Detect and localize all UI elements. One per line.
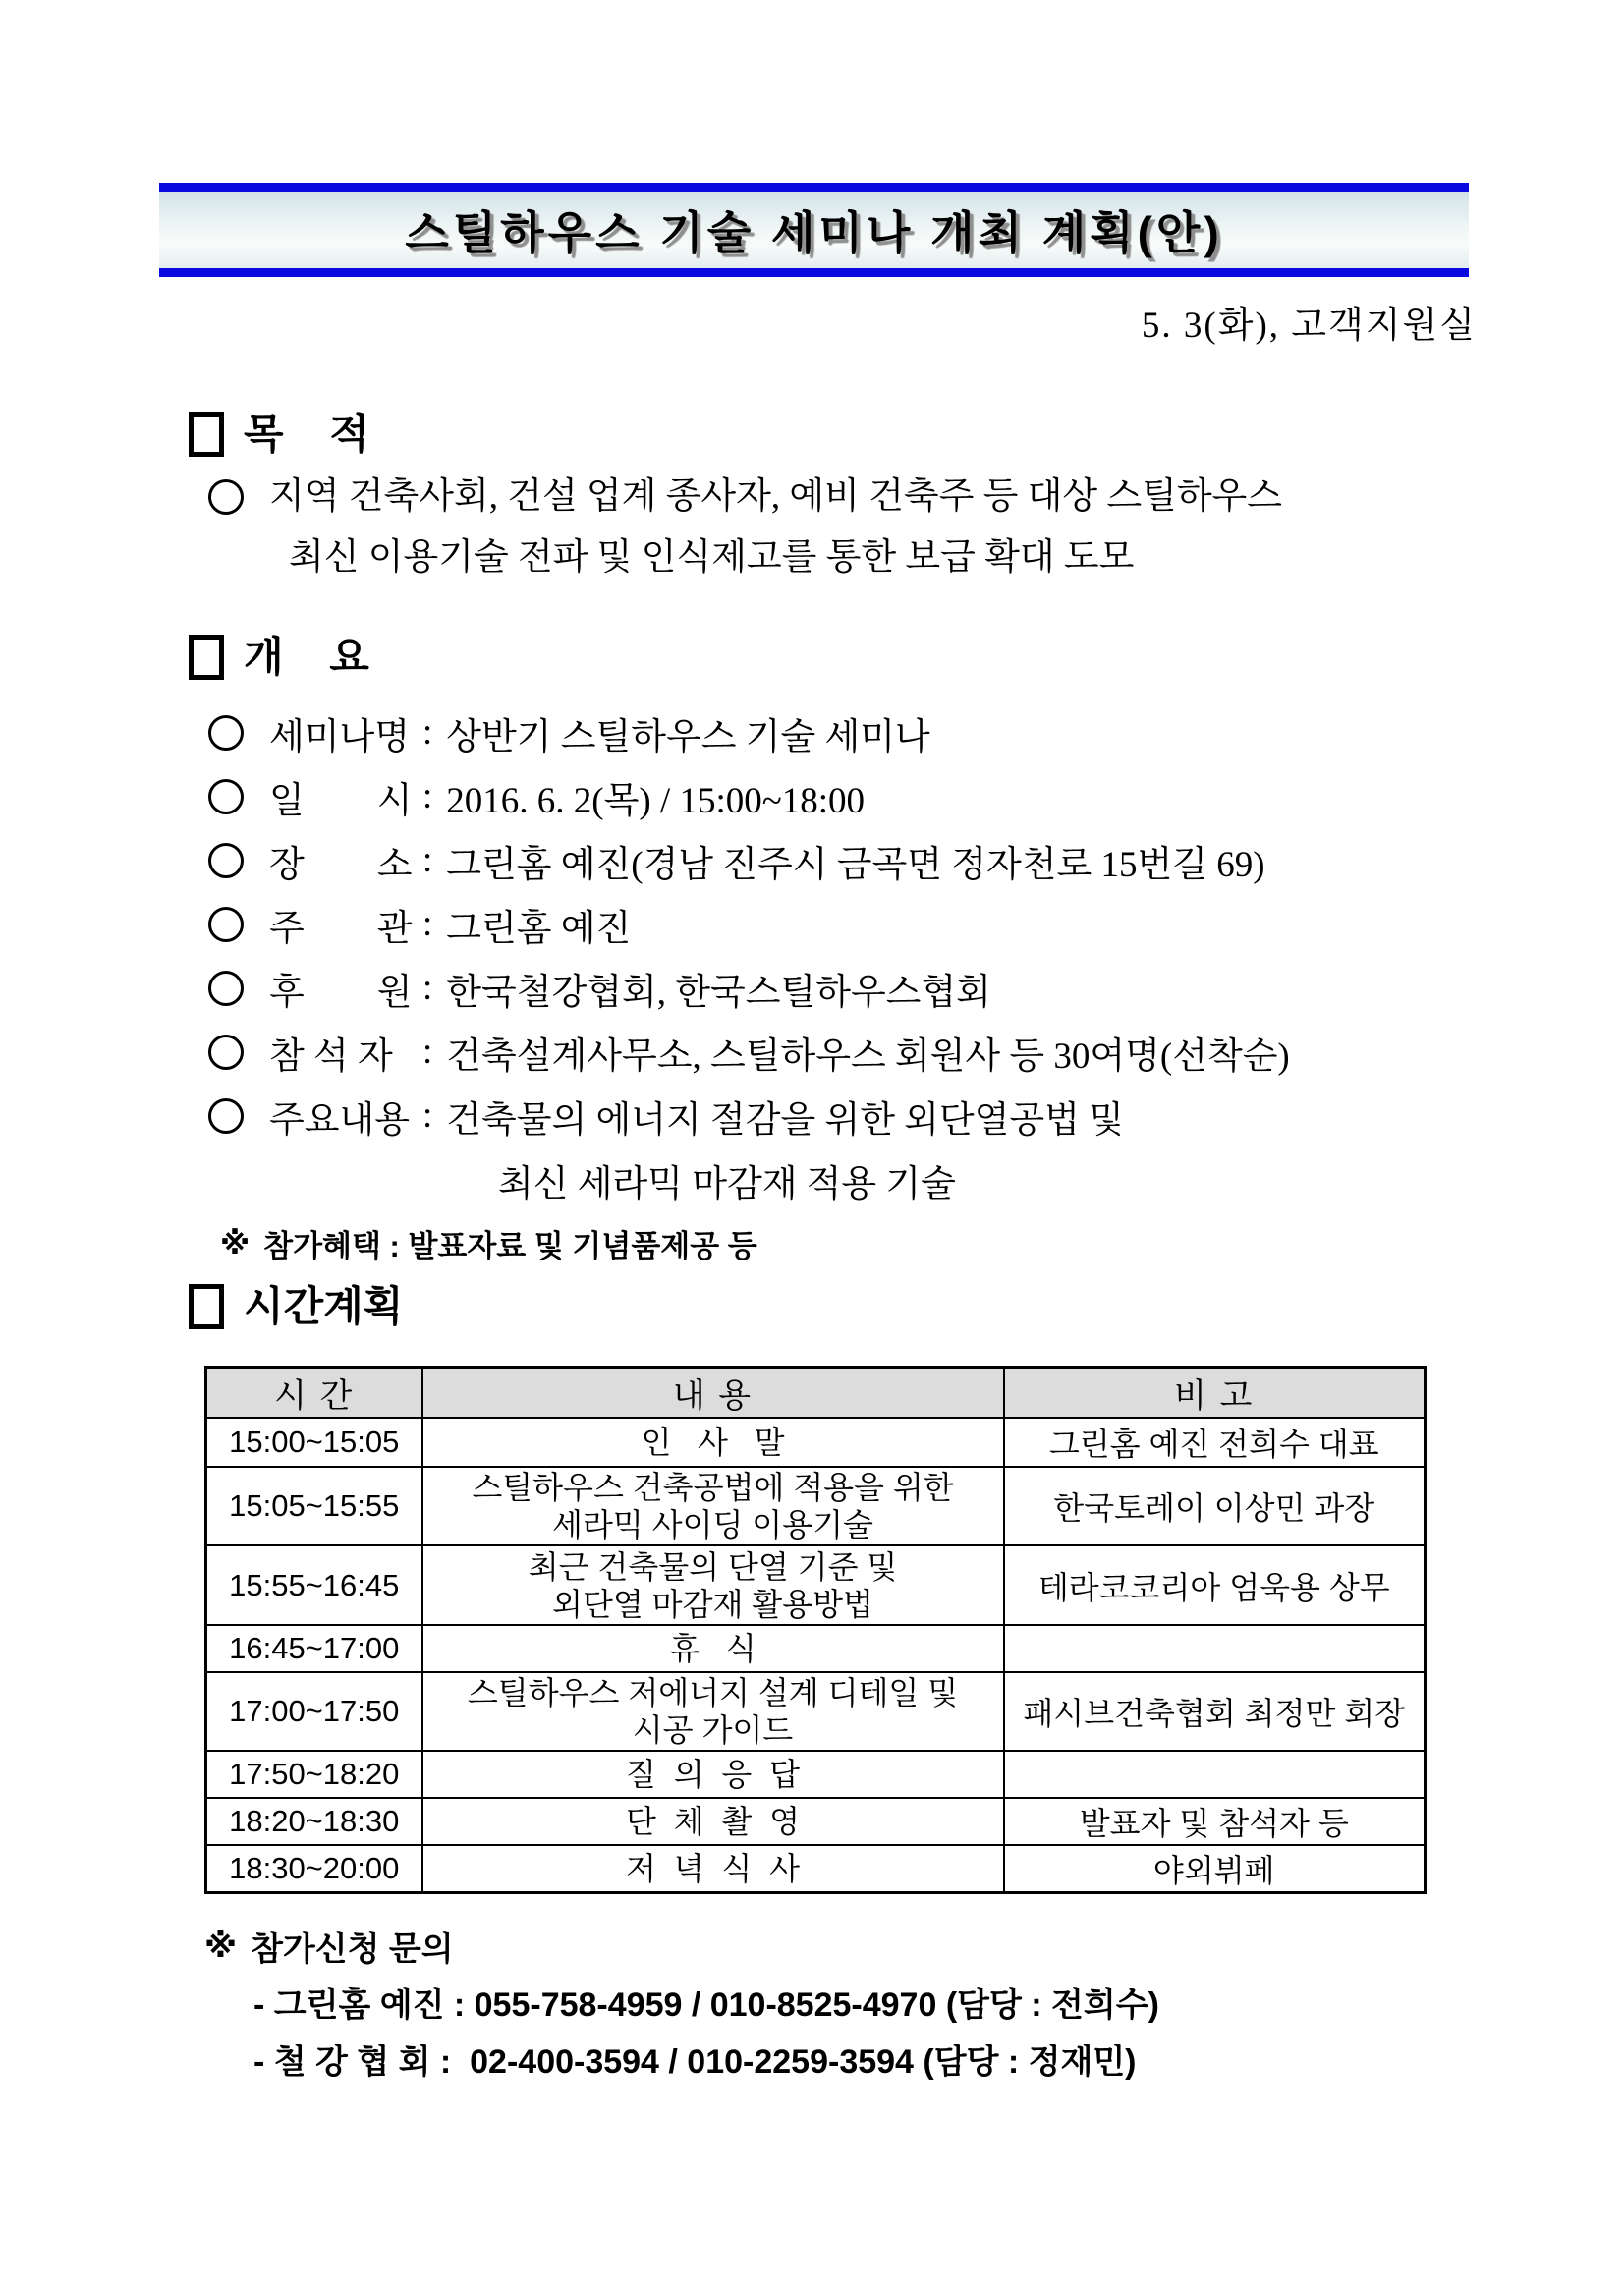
cell-content xyxy=(422,1672,1004,1751)
section-overview xyxy=(189,634,1486,1265)
content-line: 휴 식 xyxy=(669,1631,756,1666)
colon: : xyxy=(422,1095,433,1136)
colon: : xyxy=(422,968,433,1008)
cell-time: 16:45~17:00 xyxy=(206,1625,422,1672)
contact-line-greenhome: - 그린홈 예진 : 055-758-4959 / 010-8525-4970 (담당 : 전희수) xyxy=(253,1987,1159,2024)
cell-note: 야외뷔페 xyxy=(1004,1845,1426,1893)
content-line: 최근 건축물의 단열 기준 및 xyxy=(528,1548,898,1585)
purpose-line-1 xyxy=(208,474,1486,521)
overview-value: 그린홈 예진(경남 진주시 금곡면 정자천로 15번길 69) xyxy=(446,844,1265,885)
cell-note: 테라코코리아 엄욱용 상무 xyxy=(1004,1545,1426,1625)
schedule-table xyxy=(204,1366,1427,1894)
circle-bullet-icon xyxy=(208,1035,244,1070)
overview-value: 상반기 스틸하우스 기술 세미나 xyxy=(446,716,930,757)
cell-note: 그린홈 예진 전희수 대표 xyxy=(1004,1418,1426,1467)
schedule-heading-label: 시간계획 xyxy=(244,1283,404,1329)
title-banner xyxy=(159,183,1469,277)
section-purpose xyxy=(189,411,1486,582)
purpose-heading xyxy=(189,411,1486,458)
overview-label: 주요내용 xyxy=(269,1099,410,1141)
reference-mark: ※ xyxy=(204,1927,238,1965)
cell-note: 발표자 및 참석자 등 xyxy=(1004,1798,1426,1845)
circle-bullet-icon xyxy=(208,1098,244,1134)
cell-time: 15:55~16:45 xyxy=(206,1545,422,1625)
footer-heading-text: 참가신청 문의 xyxy=(251,1931,454,1968)
table-row xyxy=(206,1545,1426,1625)
section-schedule xyxy=(189,1283,1486,1894)
cell-content xyxy=(422,1798,1004,1845)
overview-row-place xyxy=(208,828,1486,892)
content-line: 스틸하우스 건축공법에 적용을 위한 xyxy=(472,1470,954,1505)
overview-label: 후 원 xyxy=(269,972,413,1013)
overview-heading-label: 개 요 xyxy=(244,634,369,680)
purpose-heading-label: 목 적 xyxy=(244,411,369,457)
footer-contacts xyxy=(204,1922,1486,2084)
content-line: 저 녁 식 사 xyxy=(626,1851,800,1886)
overview-note-text: 참가혜택 : 발표자료 및 기념품제공 등 xyxy=(263,1229,757,1263)
cell-content xyxy=(422,1751,1004,1798)
colon: : xyxy=(422,776,433,816)
cell-content xyxy=(422,1467,1004,1545)
cell-content xyxy=(422,1545,1004,1625)
overview-value: 건축물의 에너지 절감을 위한 외단열공법 및 xyxy=(446,1099,1124,1141)
cell-content xyxy=(422,1418,1004,1467)
cell-time: 17:00~17:50 xyxy=(206,1672,422,1751)
colon: : xyxy=(422,840,433,880)
overview-label: 주 관 xyxy=(269,908,413,949)
content-line: 단 체 촬 영 xyxy=(626,1804,800,1839)
circle-bullet-icon xyxy=(208,479,244,515)
reference-mark: ※ xyxy=(220,1225,251,1260)
overview-note xyxy=(220,1221,1486,1265)
table-header-row xyxy=(206,1368,1426,1419)
table-row xyxy=(206,1467,1426,1545)
content-line: 시공 가이드 xyxy=(632,1712,794,1748)
overview-row-datetime xyxy=(208,764,1486,828)
col-header-time: 시 간 xyxy=(206,1368,422,1419)
content-line: 세라믹 사이딩 이용기술 xyxy=(552,1507,873,1542)
table-row xyxy=(206,1625,1426,1672)
overview-row-organizer xyxy=(208,892,1486,956)
content-line: 질 의 응 답 xyxy=(626,1757,800,1792)
table-row xyxy=(206,1845,1426,1893)
cell-time: 15:05~15:55 xyxy=(206,1467,422,1545)
content-line: 외단열 마감재 활용방법 xyxy=(552,1586,873,1622)
cell-content xyxy=(422,1845,1004,1893)
circle-bullet-icon xyxy=(208,715,244,751)
square-bullet-icon xyxy=(189,635,224,680)
colon: : xyxy=(422,904,433,944)
overview-label: 참 석 자 xyxy=(269,1036,393,1077)
content-line: 스틸하우스 저에너지 설계 디테일 및 xyxy=(467,1675,959,1710)
schedule-heading xyxy=(189,1283,1486,1330)
contact-line-steel-association: - 철 강 협 회 : 02-400-3594 / 010-2259-3594 (담당 : 정재민) xyxy=(253,2044,1137,2081)
overview-row-seminar-name xyxy=(208,700,1486,764)
overview-value: 그린홈 예진 xyxy=(446,908,632,949)
cell-time: 17:50~18:20 xyxy=(206,1751,422,1798)
circle-bullet-icon xyxy=(208,779,244,814)
circle-bullet-icon xyxy=(208,971,244,1006)
cell-time: 18:20~18:30 xyxy=(206,1798,422,1845)
footer-heading xyxy=(204,1922,1486,1970)
colon: : xyxy=(422,712,433,753)
cell-time: 15:00~15:05 xyxy=(206,1418,422,1467)
document-title: 스틸하우스 기술 세미나 개최 계획(안) xyxy=(405,207,1223,258)
cell-content xyxy=(422,1625,1004,1672)
square-bullet-icon xyxy=(189,1284,224,1329)
content-line: 인 사 말 xyxy=(641,1425,785,1460)
cell-note: 패시브건축협회 최정만 회장 xyxy=(1004,1672,1426,1751)
circle-bullet-icon xyxy=(208,907,244,942)
table-row xyxy=(206,1672,1426,1751)
cell-note: 한국토레이 이상민 과장 xyxy=(1004,1467,1426,1545)
overview-label: 장 소 xyxy=(269,844,413,885)
square-bullet-icon xyxy=(189,412,224,457)
overview-main-content-line-2: 최신 세라믹 마감재 적용 기술 xyxy=(498,1163,956,1204)
overview-value: 2016. 6. 2(목) / 15:00~18:00 xyxy=(446,780,866,821)
purpose-line-2: 최신 이용기술 전파 및 인식제고를 통한 보급 확대 도모 xyxy=(289,537,1135,578)
cell-note xyxy=(1004,1751,1426,1798)
overview-value: 건축설계사무소, 스틸하우스 회원사 등 30여명(선착순) xyxy=(446,1036,1290,1077)
table-row xyxy=(206,1751,1426,1798)
overview-value: 한국철강협회, 한국스틸하우스협회 xyxy=(446,972,991,1013)
colon: : xyxy=(422,1032,433,1072)
overview-label: 일 시 xyxy=(269,780,413,821)
cell-time: 18:30~20:00 xyxy=(206,1845,422,1893)
circle-bullet-icon xyxy=(208,843,244,878)
cell-note xyxy=(1004,1625,1426,1672)
col-header-content: 내 용 xyxy=(422,1368,1004,1419)
col-header-note: 비 고 xyxy=(1004,1368,1426,1419)
overview-rows xyxy=(189,700,1486,1211)
dateline: 5. 3(화), 고객지원실 xyxy=(1141,306,1477,346)
overview-row-attendees xyxy=(208,1020,1486,1084)
overview-row-sponsor xyxy=(208,956,1486,1020)
overview-heading xyxy=(189,634,1486,681)
table-row xyxy=(206,1798,1426,1845)
purpose-text-1: 지역 건축사회, 건설 업계 종사자, 예비 건축주 등 대상 스틸하우스 xyxy=(269,476,1283,517)
overview-row-main-content xyxy=(208,1084,1486,1148)
table-row xyxy=(206,1418,1426,1467)
overview-label: 세미나명 xyxy=(269,716,410,757)
